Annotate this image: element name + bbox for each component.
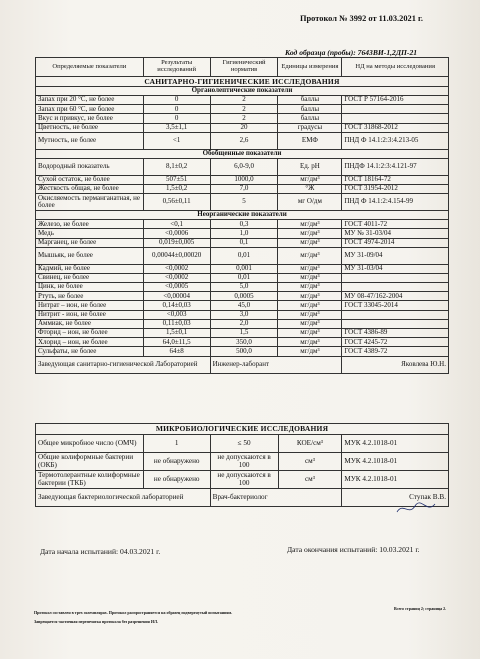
cell-res: не обнаружено [143, 453, 210, 471]
cell-res: 64,0±11,5 [143, 338, 210, 347]
cell-name: Железо, не более [36, 220, 144, 229]
table-row [36, 264, 449, 273]
table-row [36, 471, 449, 489]
header-indicator: Определяемые показатели [36, 58, 144, 77]
cell-res: 0,56±0,11 [143, 194, 210, 211]
organoleptic-rows [36, 96, 449, 150]
signature-row-sanitary [36, 356, 449, 373]
cell-res: 1 [143, 435, 210, 453]
section-title-sanitary: САНИТАРНО-ГИГИЕНИЧЕСКИЕ ИССЛЕДОВАНИЯ [36, 77, 449, 87]
cell-norm: 350,0 [210, 338, 278, 347]
cell-name: Запах при 60 °С, не более [36, 105, 144, 114]
cell-unit: баллы [278, 114, 342, 123]
micro-table [35, 423, 449, 507]
cell-name: Аммиак, не более [36, 319, 144, 328]
cell-norm: 45,0 [210, 301, 278, 310]
cell-name: Ртуть, не более [36, 292, 144, 301]
bac-head-role: Заведующая бактериологической лабораторией [36, 489, 211, 507]
cell-res: 0 [143, 96, 210, 105]
inorganic-rows [36, 220, 449, 356]
cell-name: Жесткость общая, не более [36, 184, 144, 193]
cell-res: <1 [143, 132, 210, 149]
cell-nd: ГОСТ 31868-2012 [342, 123, 449, 132]
cell-res: 1,5±0,1 [143, 329, 210, 338]
cell-unit: мг/дм³ [278, 310, 342, 319]
cell-unit: мг/дм³ [278, 329, 342, 338]
cell-unit: КОЕ/см³ [278, 435, 342, 453]
cell-name: Вкус и привкус, не более [36, 114, 144, 123]
table-row [36, 114, 449, 123]
cell-nd [342, 319, 449, 328]
table-row [36, 435, 449, 453]
cell-norm: не допускаются в 100 [210, 453, 278, 471]
table-row [36, 283, 449, 292]
table-row [36, 158, 449, 175]
cell-unit: мг/дм³ [278, 238, 342, 247]
cell-res: 507±51 [143, 175, 210, 184]
cell-norm: 1,0 [210, 229, 278, 238]
table-row [36, 329, 449, 338]
general-rows [36, 158, 449, 210]
cell-nd: МУК 4.2.1018-01 [342, 453, 449, 471]
cell-res: 0,00044±0,00020 [143, 247, 210, 264]
cell-name: Марганец, не более [36, 238, 144, 247]
cell-nd [342, 273, 449, 282]
cell-nd: МУК 4.2.1018-01 [342, 435, 449, 453]
cell-unit: мг О/дм [278, 194, 342, 211]
cell-nd: ГОСТ 4011-72 [342, 220, 449, 229]
table-header [36, 58, 449, 77]
cell-name: Свинец, не более [36, 273, 144, 282]
cell-unit: мг/дм³ [278, 347, 342, 356]
cell-nd: ГОСТ 31954-2012 [342, 184, 449, 193]
cell-unit: мг/дм³ [278, 319, 342, 328]
cell-unit: баллы [278, 105, 342, 114]
cell-res: <0,0002 [143, 264, 210, 273]
sample-code: Код образца (пробы): 7643ВИ-1,2ДП-21 [285, 48, 418, 57]
cell-unit: мг/дм³ [278, 175, 342, 184]
table-row [36, 273, 449, 282]
cell-unit: мг/дм³ [278, 264, 342, 273]
cell-unit: °Ж [278, 184, 342, 193]
bac-head-name: Ступак В.В. [342, 489, 449, 507]
head-position: Инженер-лаборант [210, 356, 342, 373]
table-row [36, 301, 449, 310]
header-norm: Гигиенический норматив [210, 58, 278, 77]
cell-norm: 2 [210, 96, 278, 105]
header-method: НД на методы исследования [342, 58, 449, 77]
signature-row-micro [36, 489, 449, 507]
table-row [36, 96, 449, 105]
footer-note-1: Протокол составлен в трех экземплярах. Протокол распространяется на образец подвергнутый испытаниям. [34, 610, 233, 615]
cell-norm: 20 [210, 123, 278, 132]
cell-nd: ГОСТ 18164-72 [342, 175, 449, 184]
cell-norm: 0,01 [210, 273, 278, 282]
table-row [36, 453, 449, 471]
cell-unit: мг/дм³ [278, 247, 342, 264]
head-name: Яковлева Ю.Н. [342, 356, 449, 373]
cell-name: Сульфаты, не более [36, 347, 144, 356]
cell-norm: 2 [210, 114, 278, 123]
cell-nd: ГОСТ 4245-72 [342, 338, 449, 347]
cell-norm: 1000,0 [210, 175, 278, 184]
cell-nd: МУ 31-09/04 [342, 247, 449, 264]
cell-nd: ГОСТ Р 57164-2016 [342, 96, 449, 105]
cell-nd [342, 114, 449, 123]
section-title-micro: МИКРОБИОЛОГИЧЕСКИЕ ИССЛЕДОВАНИЯ [36, 424, 449, 435]
table-row [36, 220, 449, 229]
cell-norm: 2,0 [210, 319, 278, 328]
cell-nd: ПНД Ф 14.1:2:4.154-99 [342, 194, 449, 211]
cell-res: 0,11±0,03 [143, 319, 210, 328]
cell-res: 0,019±0,005 [143, 238, 210, 247]
cell-res: <0,0002 [143, 273, 210, 282]
cell-name: Хлорид – ион, не более [36, 338, 144, 347]
cell-norm: 3,0 [210, 310, 278, 319]
cell-nd: ГОСТ 4386-89 [342, 329, 449, 338]
cell-unit: Ед. pH [278, 158, 342, 175]
cell-nd: ГОСТ 4389-72 [342, 347, 449, 356]
protocol-number: Протокол № 3992 от 11.03.2021 г. [300, 14, 423, 23]
cell-unit: мг/дм³ [278, 273, 342, 282]
cell-unit: мг/дм³ [278, 283, 342, 292]
cell-nd [342, 105, 449, 114]
cell-res: 0 [143, 114, 210, 123]
cell-name: Окисляемость перманганатная, не более [36, 194, 144, 211]
cell-unit: мг/дм³ [278, 292, 342, 301]
cell-norm: 500,0 [210, 347, 278, 356]
cell-name: Нитрит - ион, не более [36, 310, 144, 319]
table-row [36, 123, 449, 132]
header-result: Результаты исследований [143, 58, 210, 77]
cell-name: Цинк, не более [36, 283, 144, 292]
table-row [36, 194, 449, 211]
cell-norm: 2 [210, 105, 278, 114]
cell-res: 0 [143, 105, 210, 114]
cell-nd: МУ № 31-03/04 [342, 229, 449, 238]
subsection-inorganic: Неорганические показатели [36, 211, 449, 220]
cell-unit: мг/дм³ [278, 229, 342, 238]
cell-name: Нитрат – ион, не более [36, 301, 144, 310]
cell-norm: 0,3 [210, 220, 278, 229]
page-number: Всего страниц 2; страница 2. [394, 606, 447, 611]
cell-nd: МУ 31-03/04 [342, 264, 449, 273]
bac-head-position: Врач-бактериолог [210, 489, 342, 507]
cell-res: 0,14±0,03 [143, 301, 210, 310]
cell-nd: ПНДФ 14.1:2:3:4.121-97 [342, 158, 449, 175]
cell-name: Сухой остаток, не более [36, 175, 144, 184]
cell-nd: ГОСТ 33045-2014 [342, 301, 449, 310]
cell-norm: ≤ 50 [210, 435, 278, 453]
cell-res: <0,1 [143, 220, 210, 229]
cell-nd [342, 283, 449, 292]
cell-norm: 0,1 [210, 238, 278, 247]
header-unit: Единицы измерения [278, 58, 342, 77]
head-role: Заведующая санитарно-гигиенической Лабораторией [36, 356, 211, 373]
table-row [36, 347, 449, 356]
cell-name: Цветность, не более [36, 123, 144, 132]
cell-nd: ГОСТ 4974-2014 [342, 238, 449, 247]
cell-res: 8,1±0,2 [143, 158, 210, 175]
table-row [36, 229, 449, 238]
cell-name: Мышьяк, не более [36, 247, 144, 264]
cell-norm: 5 [210, 194, 278, 211]
cell-norm: 2,6 [210, 132, 278, 149]
cell-res: 1,5±0,2 [143, 184, 210, 193]
cell-norm: 1,5 [210, 329, 278, 338]
table-row [36, 105, 449, 114]
table-row [36, 132, 449, 149]
cell-name: Термотолерантные колиформные бактерии (ТКБ) [36, 471, 144, 489]
cell-norm: не допускаются в 100 [210, 471, 278, 489]
cell-res: не обнаружено [143, 471, 210, 489]
cell-name: Общие колиформные бактерии (ОКБ) [36, 453, 144, 471]
cell-name: Водородный показатель [36, 158, 144, 175]
cell-norm: 0,0005 [210, 292, 278, 301]
cell-unit: см³ [278, 453, 342, 471]
signature-mark [395, 500, 437, 518]
cell-unit: мг/дм³ [278, 301, 342, 310]
cell-unit: ЕМФ [278, 132, 342, 149]
cell-name: Медь [36, 229, 144, 238]
cell-res: 3,5±1,1 [143, 123, 210, 132]
cell-norm: 5,0 [210, 283, 278, 292]
cell-res: <0,003 [143, 310, 210, 319]
cell-nd: МУК 4.2.1018-01 [342, 471, 449, 489]
cell-unit: мг/дм³ [278, 338, 342, 347]
sanitary-table [35, 57, 449, 374]
table-row [36, 184, 449, 193]
cell-unit: баллы [278, 96, 342, 105]
table-row [36, 338, 449, 347]
cell-res: 64±8 [143, 347, 210, 356]
cell-unit: см³ [278, 471, 342, 489]
cell-norm: 7,0 [210, 184, 278, 193]
date-end: Дата окончания испытаний: 10.03.2021 г. [287, 545, 420, 554]
cell-name: Фторид – ион, не более [36, 329, 144, 338]
cell-nd [342, 310, 449, 319]
table-row [36, 175, 449, 184]
cell-name: Общее микробное число (ОМЧ) [36, 435, 144, 453]
cell-unit: градусы [278, 123, 342, 132]
cell-res: <0,00004 [143, 292, 210, 301]
cell-name: Запах при 20 °С, не более [36, 96, 144, 105]
footer-note-2: Запрещается частичная перепечатка протокола без разрешения ИЛ. [34, 619, 158, 624]
cell-name: Мутность, не более [36, 132, 144, 149]
cell-nd: МУ 08-47/162-2004 [342, 292, 449, 301]
cell-norm: 6,0-9,0 [210, 158, 278, 175]
cell-unit: мг/дм³ [278, 220, 342, 229]
micro-rows [36, 435, 449, 489]
cell-norm: 0,01 [210, 247, 278, 264]
table-row [36, 292, 449, 301]
table-row [36, 238, 449, 247]
cell-res: <0,0005 [143, 283, 210, 292]
cell-norm: 0,001 [210, 264, 278, 273]
table-row [36, 247, 449, 264]
table-row [36, 319, 449, 328]
cell-res: <0,0006 [143, 229, 210, 238]
table-row [36, 310, 449, 319]
date-start: Дата начала испытаний: 04.03.2021 г. [40, 547, 161, 556]
cell-nd: ПНД Ф 14.1:2:3:4.213-05 [342, 132, 449, 149]
subsection-general: Обобщенные показатели [36, 149, 449, 158]
subsection-organoleptic: Органолептические показатели [36, 87, 449, 96]
cell-name: Кадмий, не более [36, 264, 144, 273]
